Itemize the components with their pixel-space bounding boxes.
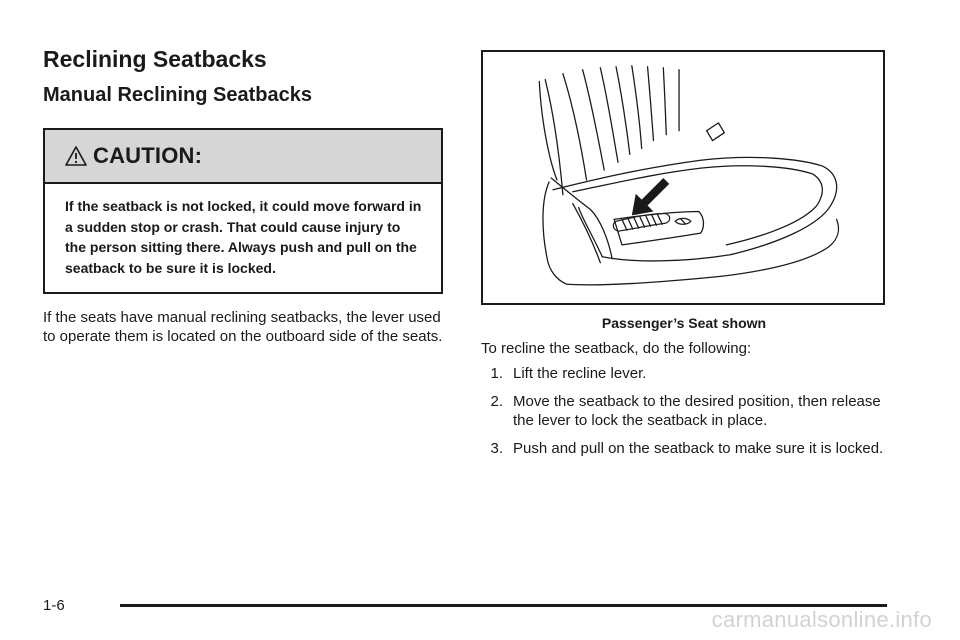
caution-header <box>45 130 441 184</box>
body-paragraph: If the seats have manual reclining seatbacks, the lever used to operate them is located on the outboard side of the seats. <box>43 309 443 345</box>
seat-illustration <box>481 50 885 305</box>
caution-box <box>43 128 443 294</box>
list-item <box>481 364 887 383</box>
step-text: Lift the recline lever. <box>513 365 647 382</box>
steps-list <box>481 364 887 458</box>
right-column <box>481 50 887 467</box>
step-text: Push and pull on the seatback to make sure it is locked. <box>513 440 884 457</box>
step-number: 2. <box>490 393 503 410</box>
figure-caption: Passenger’s Seat shown <box>601 315 767 331</box>
step-text: Move the seatback to the desired position, then release the lever to lock the seatback in place. <box>513 393 881 429</box>
caution-label: CAUTION: <box>93 143 203 168</box>
warning-triangle-icon <box>65 145 87 167</box>
list-item <box>481 439 887 458</box>
seat-drawing <box>483 52 883 303</box>
left-column <box>43 44 447 346</box>
list-item <box>481 392 887 430</box>
caution-text: If the seatback is not locked, it could move forward in a sudden stop or crash. That could cause injury to the person sitting there. Always push and pull on the seatback to be sure it is locked. <box>65 198 422 276</box>
page-number: 1-6 <box>43 597 65 614</box>
section-subtitle: Manual Reclining Seatbacks <box>43 84 312 106</box>
step-number: 3. <box>490 440 503 457</box>
arrow-down-left-icon <box>632 178 669 215</box>
section-title: Reclining Seatbacks <box>43 46 267 72</box>
steps-intro: To recline the seatback, do the following: <box>481 340 752 357</box>
step-number: 1. <box>490 365 503 382</box>
watermark: carmanualsonline.info <box>711 607 932 632</box>
